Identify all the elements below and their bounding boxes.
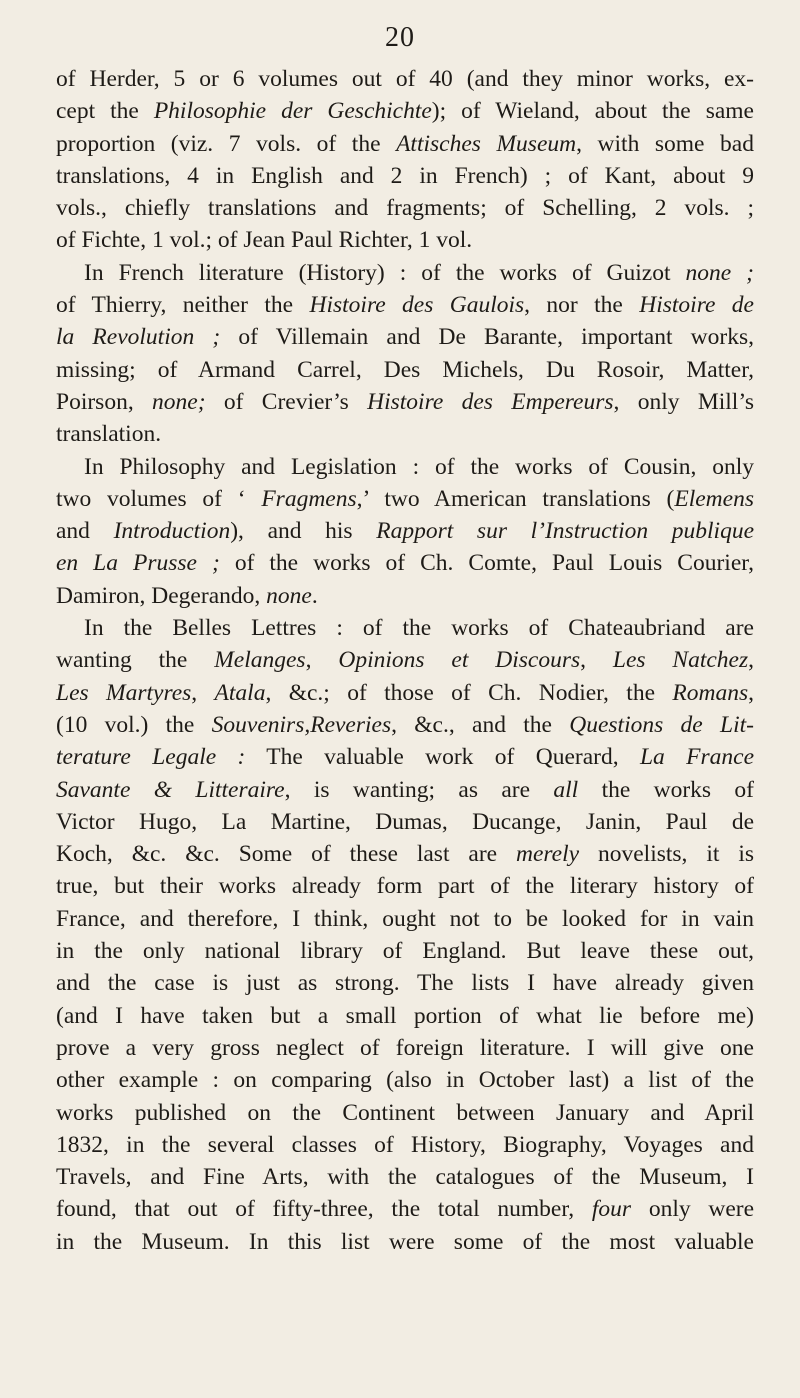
text-line: la Revolution ; of Villemain and De Barante, important works, bbox=[56, 324, 754, 351]
text-line: In the Belles Lettres : of the works of Chateaubriand are bbox=[84, 615, 754, 642]
text-line: in the Museum. In this list were some of the most valuable bbox=[56, 1228, 754, 1255]
text-line: and Introduction), and his Rapport sur l’Instruction publique bbox=[56, 518, 755, 545]
text-line: proportion (viz. 7 vols. of the Attisches Museum, with some bad bbox=[56, 130, 754, 157]
text-line: (10 vol.) the Souvenirs,Reveries, &c., and the Questions de Lit- bbox=[56, 711, 754, 738]
text-line: wanting the Melanges, Opinions et Discours, Les Natchez, bbox=[56, 647, 755, 674]
text-line: true, but their works already form part of the literary history of bbox=[56, 873, 754, 900]
text-line: In Philosophy and Legislation : of the works of Cousin, only bbox=[84, 453, 754, 480]
text-line: Travels, and Fine Arts, with the catalogues of the Museum, I bbox=[56, 1164, 754, 1191]
text-line: of Fichte, 1 vol.; of Jean Paul Richter, 1 vol. bbox=[56, 227, 473, 254]
text-line: of Herder, 5 or 6 volumes out of 40 (and they minor works, ex- bbox=[56, 66, 754, 92]
text-line: en La Prusse ; of the works of Ch. Comte, Paul Louis Courier, bbox=[56, 550, 755, 577]
text-line: Les Martyres, Atala, &c.; of those of Ch. Nodier, the Romans, bbox=[56, 679, 754, 706]
text-line: in the only national library of England. But leave these out, bbox=[56, 938, 754, 965]
text-line: works published on the Continent between January and April bbox=[56, 1099, 754, 1126]
text-line: Poirson, none; of Crevier’s Histoire des Empereurs, only Mill’s bbox=[56, 388, 755, 415]
page-number: 20 bbox=[385, 22, 415, 53]
text-line: (and I have taken but a small portion of what lie before me) bbox=[56, 1002, 754, 1029]
text-line: In French literature (History) : of the works of Guizot none ; bbox=[84, 259, 754, 286]
text-line: of Thierry, neither the Histoire des Gaulois, nor the Histoire de bbox=[56, 292, 754, 319]
text-line: translation. bbox=[56, 421, 162, 448]
text-line: Victor Hugo, La Martine, Dumas, Ducange, Janin, Paul de bbox=[56, 808, 754, 835]
text-line: found, that out of fifty-three, the total number, four only were bbox=[56, 1196, 754, 1223]
text-line: Damiron, Degerando, none. bbox=[56, 582, 318, 609]
text-line: translations, 4 in English and 2 in French) ; of Kant, about 9 bbox=[56, 162, 754, 189]
body-text bbox=[56, 63, 754, 1258]
text-line: and the case is just as strong. The lists I have already given bbox=[56, 970, 754, 997]
text-line: Koch, &c. &c. Some of these last are merely novelists, it is bbox=[56, 841, 754, 868]
text-line: vols., chiefly translations and fragments; of Schelling, 2 vols. ; bbox=[56, 195, 754, 222]
text-line: 1832, in the several classes of History, Biography, Voyages and bbox=[56, 1131, 754, 1158]
text-line: cept the Philosophie der Geschichte); of Wieland, about the same bbox=[56, 98, 754, 125]
text-line: France, and therefore, I think, ought not to be looked for in vain bbox=[56, 905, 754, 932]
text-line: missing; of Armand Carrel, Des Michels, Du Rosoir, Matter, bbox=[56, 356, 754, 383]
text-line: terature Legale : The valuable work of Querard, La France bbox=[56, 744, 754, 771]
text-line: Savante & Litteraire, is wanting; as are all the works of bbox=[56, 776, 754, 803]
text-line: other example : on comparing (also in October last) a list of the bbox=[56, 1067, 754, 1094]
text-line: two volumes of ‘ Fragmens,’ two American translations (Elemens bbox=[56, 485, 754, 512]
text-line: prove a very gross neglect of foreign literature. I will give one bbox=[56, 1034, 754, 1061]
